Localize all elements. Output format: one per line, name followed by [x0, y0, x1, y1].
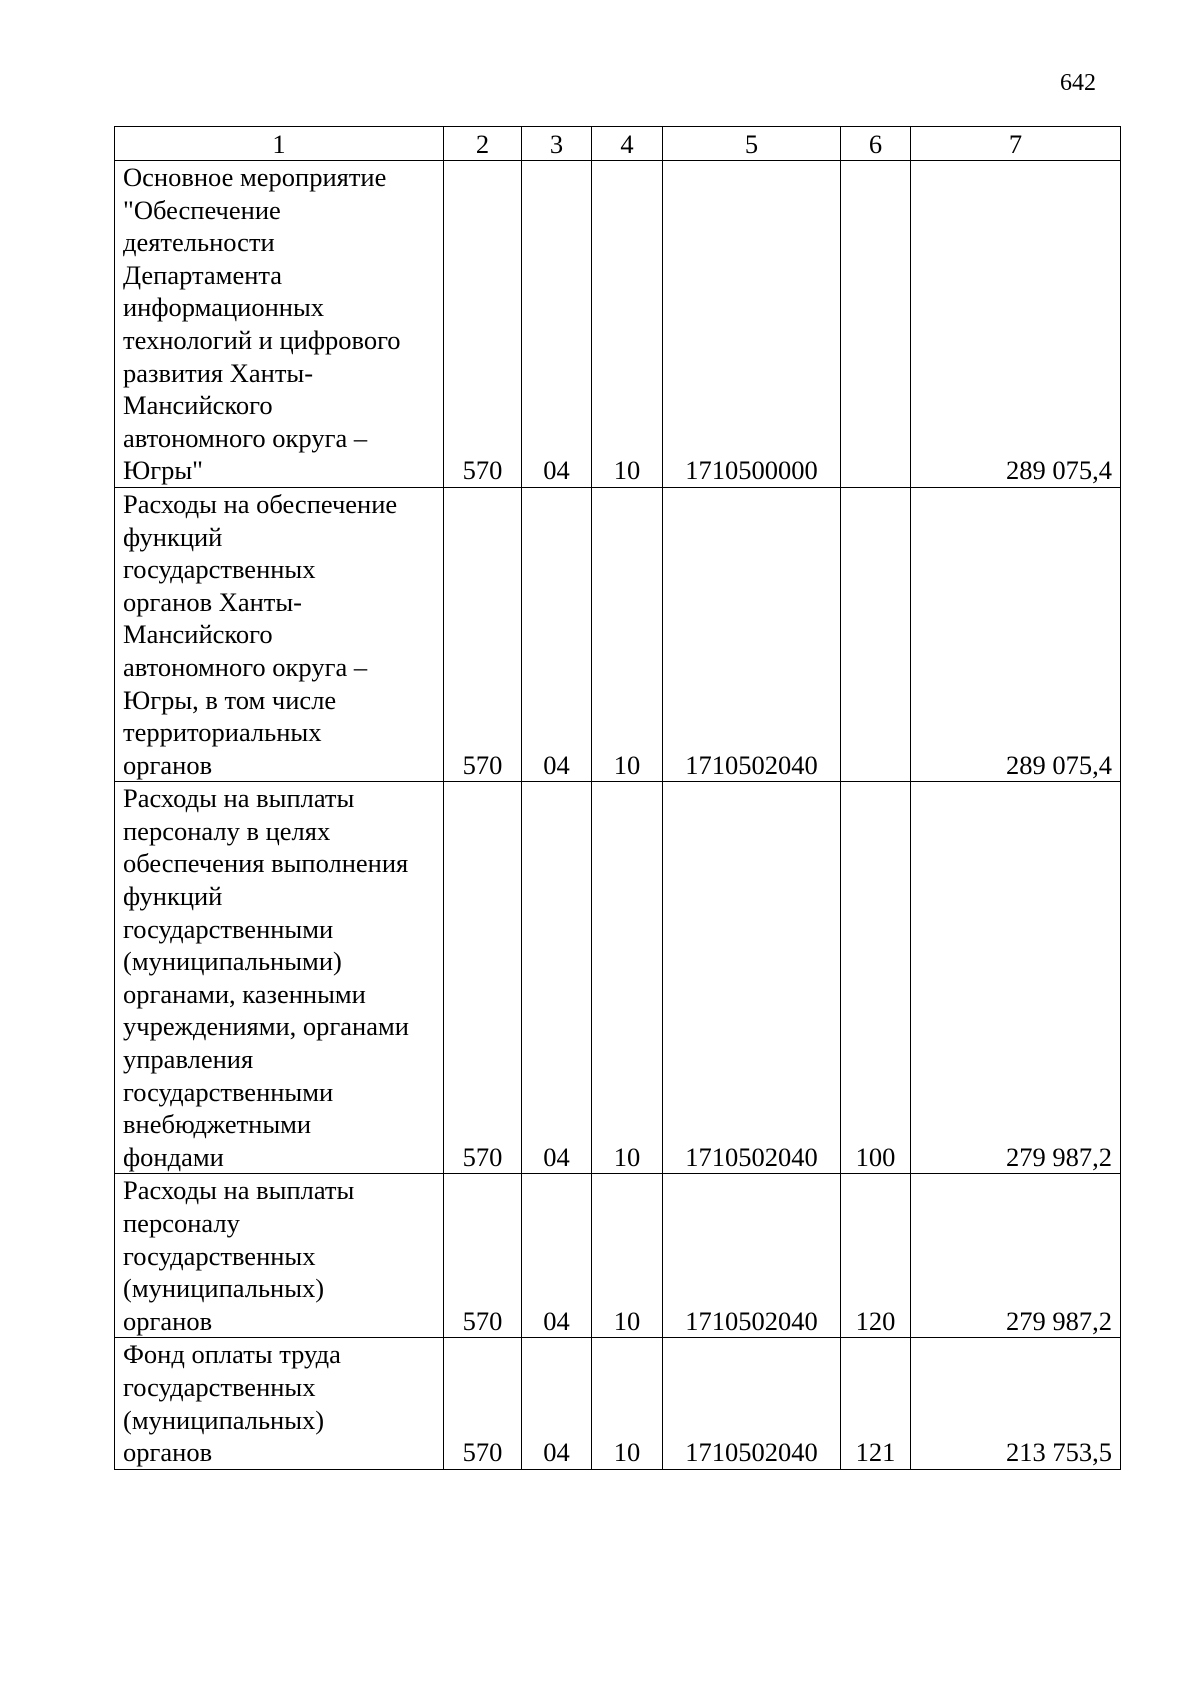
description-line: функций — [123, 521, 223, 552]
description-line: Департамента — [123, 259, 283, 290]
cell-col-7: 213 753,5 — [911, 1338, 1121, 1469]
cell-col-5: 1710500000 — [663, 161, 841, 488]
description-line: Расходы на обеспечение — [123, 488, 398, 519]
description-line: государственных — [123, 554, 316, 585]
description-line: Расходы на выплаты — [123, 1175, 355, 1206]
description-line: Югры, в том числе — [123, 684, 337, 715]
cell-col-4: 10 — [592, 487, 663, 781]
cell-col-3: 04 — [522, 487, 592, 781]
cell-col-2: 570 — [444, 1338, 522, 1469]
description-line: (муниципальных) — [123, 1273, 325, 1304]
row-description — [115, 1174, 444, 1338]
header-col-1: 1 — [115, 127, 444, 161]
description-line: Мансийского — [123, 390, 273, 421]
description-line: персоналу — [123, 1208, 240, 1238]
description-line: автономного округа – — [123, 422, 368, 453]
description-line: автономного округа – — [123, 651, 368, 682]
header-col-6: 6 — [841, 127, 911, 161]
cell-col-6: 120 — [841, 1174, 911, 1338]
cell-col-4: 10 — [592, 782, 663, 1174]
table-row — [115, 1338, 1121, 1469]
page-number: 642 — [1060, 70, 1096, 96]
cell-col-6 — [841, 487, 911, 781]
description-line: органов — [123, 1305, 213, 1336]
cell-col-7: 279 987,2 — [911, 1174, 1121, 1338]
description-line: органов — [123, 749, 213, 780]
header-row — [115, 127, 1121, 161]
description-line: информационных — [123, 292, 325, 323]
header-col-5: 5 — [663, 127, 841, 161]
row-description — [115, 161, 444, 488]
description-line: Основное мероприятие — [123, 162, 387, 192]
cell-col-7: 289 075,4 — [911, 161, 1121, 488]
description-line: государственными — [123, 1076, 334, 1107]
cell-col-3: 04 — [522, 161, 592, 488]
cell-col-5: 1710502040 — [663, 487, 841, 781]
description-line: управления — [123, 1044, 254, 1075]
table-row — [115, 487, 1121, 781]
description-line: Мансийского — [123, 619, 273, 650]
row-description — [115, 1338, 444, 1469]
cell-col-2: 570 — [444, 487, 522, 781]
cell-col-7: 279 987,2 — [911, 782, 1121, 1174]
description-line: территориальных — [123, 717, 322, 748]
header-col-7: 7 — [911, 127, 1121, 161]
table-row — [115, 161, 1121, 488]
cell-col-2: 570 — [444, 161, 522, 488]
description-line: обеспечения выполнения — [123, 848, 409, 879]
cell-col-3: 04 — [522, 782, 592, 1174]
cell-col-7: 289 075,4 — [911, 487, 1121, 781]
cell-col-4: 10 — [592, 1174, 663, 1338]
description-line: государственных — [123, 1371, 316, 1402]
description-line: органов Ханты- — [123, 586, 302, 617]
cell-col-4: 10 — [592, 1338, 663, 1469]
description-line: внебюджетными — [123, 1109, 312, 1140]
cell-col-6 — [841, 161, 911, 488]
description-line: технологий и цифрового — [123, 324, 401, 355]
cell-col-4: 10 — [592, 161, 663, 488]
header-col-2: 2 — [444, 127, 522, 161]
description-line: фондами — [123, 1141, 224, 1172]
description-line: деятельности — [123, 227, 275, 258]
cell-col-2: 570 — [444, 1174, 522, 1338]
row-description — [115, 487, 444, 781]
table-row — [115, 1174, 1121, 1338]
description-line: Фонд оплаты труда — [123, 1339, 341, 1370]
row-description — [115, 782, 444, 1174]
description-line: (муниципальных) — [123, 1404, 325, 1435]
cell-col-2: 570 — [444, 782, 522, 1174]
header-col-3: 3 — [522, 127, 592, 161]
description-line: (муниципальными) — [123, 946, 342, 977]
description-line: органами, казенными — [123, 978, 366, 1009]
cell-col-3: 04 — [522, 1174, 592, 1338]
description-line: государственными — [123, 913, 334, 944]
description-line: органов — [123, 1437, 213, 1468]
header-col-4: 4 — [592, 127, 663, 161]
cell-col-5: 1710502040 — [663, 1174, 841, 1338]
description-line: учреждениями, органами — [123, 1011, 409, 1042]
description-line: "Обеспечение — [123, 194, 281, 225]
cell-col-3: 04 — [522, 1338, 592, 1469]
description-line: Югры" — [123, 455, 203, 486]
cell-col-6: 100 — [841, 782, 911, 1174]
table-row — [115, 782, 1121, 1174]
cell-col-5: 1710502040 — [663, 782, 841, 1174]
description-line: государственных — [123, 1240, 316, 1271]
description-line: персоналу в целях — [123, 815, 331, 846]
cell-col-6: 121 — [841, 1338, 911, 1469]
description-line: Расходы на выплаты — [123, 783, 355, 814]
description-line: развития Ханты- — [123, 357, 314, 388]
budget-table — [114, 126, 1121, 1470]
description-line: функций — [123, 881, 223, 912]
cell-col-5: 1710502040 — [663, 1338, 841, 1469]
